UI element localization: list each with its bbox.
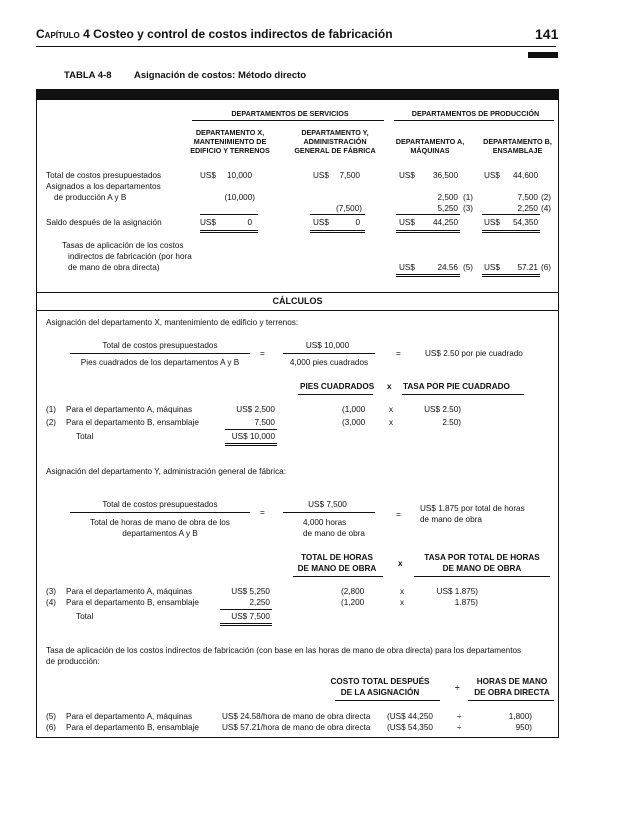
x-row-2-ref: (2) [46, 418, 57, 427]
rates-a-ref: (5) [463, 263, 474, 272]
y-row-3-qty: (2,800 [341, 587, 365, 596]
rates-cur-a: US$ [399, 263, 415, 272]
chapter-label: Capítulo 4 [36, 27, 90, 41]
row-balance-label: Saldo después de la asignación [46, 218, 162, 227]
y-row-4-x: x [400, 598, 405, 607]
row-budgeted-a: 36,500 [432, 171, 458, 180]
y-eq2: = [396, 510, 401, 519]
col-header-y [285, 128, 385, 155]
y-total-dbl [220, 623, 272, 626]
x-num-label: Total de costos presupuestados [102, 341, 218, 350]
rate-col1-header-1: COSTO TOTAL DESPUÉS [330, 677, 430, 686]
x-row-1-label: Para el departamento A, máquinas [66, 405, 193, 414]
header-rule [36, 46, 556, 47]
x-total-amount: US$ 10,000 [231, 432, 275, 441]
y-row-3-label: Para el departamento A, máquinas [66, 587, 193, 596]
y-row-3-ref: (3) [46, 587, 57, 596]
x-row-2-label: Para el departamento B, ensamblaje [66, 418, 199, 427]
rule-x-sub [200, 214, 258, 215]
row-balance-cur-y: US$ [313, 218, 329, 227]
x-total-rule [225, 429, 277, 430]
x-result: US$ 2.50 por pie cuadrado [425, 349, 523, 358]
x-row-2-amount: 7,500 [254, 418, 275, 427]
rate-row-6-label: Para el departamento B, ensamblaje [66, 723, 199, 732]
y-result-1: US$ 1.875 por total de horas [420, 504, 525, 513]
row-balance-b: 54,350 [512, 218, 538, 227]
x-row-1-amount: US$ 2,500 [236, 405, 275, 414]
row-budgeted-y: 7,500 [339, 171, 360, 180]
table-left-border [36, 100, 37, 738]
assign-y-a-ref: (3) [463, 204, 474, 213]
x-row-2-qty: (3,000 [342, 418, 366, 427]
rate-intro-2: de producción: [46, 657, 100, 666]
header-mark [528, 52, 558, 58]
x-eq2: = [396, 349, 401, 358]
x-den-label: Pies cuadrados de los departamentos A y B [80, 358, 240, 367]
x-frac-rule [70, 353, 250, 354]
rates-b-ref: (6) [541, 263, 552, 272]
rates-label-3: de mano de obra directa) [68, 263, 160, 272]
x-total-label: Total [76, 432, 94, 441]
table-label: TABLA 4-8 [64, 70, 112, 81]
row-balance-cur-x: US$ [200, 218, 216, 227]
row-budgeted-cur-a: US$ [399, 171, 415, 180]
x-row-1-rate: US$ 2.50) [424, 405, 461, 414]
rate-col2-rule [468, 700, 554, 701]
x-x-header: x [387, 382, 392, 391]
rate-row-5-rate: US$ 24.58/hora de mano de obra directa [222, 712, 371, 721]
group-services-rule [192, 120, 384, 121]
y-num-value: US$ 7,500 [308, 500, 347, 509]
row-balance-a: 44,250 [432, 218, 458, 227]
dbl-b [482, 230, 540, 233]
col-y-line1: DEPARTAMENTO Y, [301, 128, 369, 137]
table-title: Asignación de costos: Método directo [134, 70, 307, 81]
row-balance-cur-a: US$ [399, 218, 415, 227]
group-production-rule [394, 120, 554, 121]
col-b-line2: ENSAMBLAJE [492, 146, 543, 155]
x-row-1-ref: (1) [46, 405, 57, 414]
table-right-border [558, 100, 559, 738]
x-row-2-rate: 2.50) [442, 418, 461, 427]
y-eq: = [260, 508, 265, 517]
row-budgeted-cur-x: US$ [200, 171, 216, 180]
col-header-a [385, 137, 475, 155]
y-result-2: de mano de obra [420, 515, 482, 524]
y-col2-header-2: DE MANO DE OBRA [442, 564, 522, 573]
chapter-heading [36, 27, 393, 41]
rate-intro-1: Tasa de aplicación de los costos indirectos de fabricación (con base en las horas de mano de obra directa) para los departamentos [46, 646, 522, 655]
rate-col1-header-2: DE LA ASIGNACIÓN [340, 688, 420, 697]
col-a-line1: DEPARTAMENTO A, [395, 137, 465, 146]
y-total-rule [220, 609, 272, 610]
y-value-rule [283, 512, 375, 513]
y-total-amount: US$ 7,500 [231, 612, 270, 621]
group-services: DEPARTAMENTOS DE SERVICIOS [231, 109, 349, 118]
table-top-bar [36, 89, 559, 100]
rate-row-6-ref: (6) [46, 723, 57, 732]
dbl-y [310, 230, 365, 233]
row-assigned-label-1: Asignados a los departamentos [46, 182, 161, 191]
assign-x-x: (10,000) [224, 193, 255, 202]
assign-x-b-ref: (2) [541, 193, 552, 202]
rule-a-sub [396, 214, 460, 215]
y-row-3-rate: US$ 1.875) [436, 587, 478, 596]
rates-label-1: Tasas de aplicación de los costos [62, 241, 184, 250]
x-row-2-x: x [389, 418, 394, 427]
y-row-4-qty: (1,200 [341, 598, 365, 607]
x-num-value: US$ 10,000 [305, 341, 350, 350]
page-number: 141 [535, 26, 559, 42]
x-row-1-qty: (1,000 [342, 405, 366, 414]
col-y-line2: ADMINISTRACIÓN [303, 137, 367, 146]
rate-row-6-rate: US$ 57.21/hora de mano de obra directa [222, 723, 371, 732]
y-col1-rule [293, 576, 383, 577]
col-x-line2: MANTENIMIENTO DE [193, 137, 267, 146]
x-col2-header: TASA POR PIE CUADRADO [403, 382, 510, 391]
group-production: DEPARTAMENTOS DE PRODUCCIÓN [411, 109, 540, 118]
x-value-rule [283, 353, 375, 354]
y-row-4-amount: 2,250 [249, 598, 270, 607]
x-intro: Asignación del departamento X, mantenimiento de edificio y terrenos: [46, 318, 299, 327]
calc-title-rule [36, 310, 559, 311]
col-x-line1: DEPARTAMENTO X, [195, 128, 265, 137]
y-col2-rule [414, 576, 550, 577]
rates-b: 57.21 [517, 263, 538, 272]
col-a-line2: MÁQUINAS [410, 146, 450, 155]
rule-y-sub [310, 214, 365, 215]
x-total-dbl [225, 443, 277, 446]
rate-col2-header-1: HORAS DE MANO [476, 677, 548, 686]
col-y-line3: GENERAL DE FÁBRICA [294, 146, 376, 155]
calc-top-rule [36, 292, 559, 293]
chapter-title: Costeo y control de costos indirectos de fabricación [93, 27, 393, 41]
y-den-value-2: de mano de obra [303, 529, 365, 538]
assign-y-b-ref: (4) [541, 204, 552, 213]
col-header-x [180, 128, 280, 155]
y-num-label: Total de costos presupuestados [102, 500, 218, 509]
col-x-line3: EDIFICIO Y TERRENOS [190, 146, 270, 155]
rate-row-6-hours: 950) [515, 723, 532, 732]
y-row-4-rate: 1.875) [454, 598, 478, 607]
x-eq: = [260, 349, 265, 358]
dbl-rate-a [396, 274, 460, 277]
y-den-label-1: Total de horas de mano de obra de los [90, 518, 230, 527]
row-balance-y: 0 [355, 218, 360, 227]
y-row-4-label: Para el departamento B, ensamblaje [66, 598, 199, 607]
x-col1-header: PIES CUADRADOS [300, 382, 375, 391]
calc-title: CÁLCULOS [272, 296, 323, 306]
rate-row-6-op: ÷ [457, 723, 462, 732]
y-den-label-2: departamentos A y B [122, 529, 198, 538]
assign-x-b: 7,500 [517, 193, 538, 202]
y-col1-header-1: TOTAL DE HORAS [301, 553, 373, 562]
row-balance-x: 0 [247, 218, 252, 227]
row-budgeted-cur-b: US$ [484, 171, 500, 180]
x-col2-rule [402, 394, 524, 395]
y-frac-rule [70, 512, 250, 513]
col-header-b [475, 137, 560, 155]
rule-b-sub [482, 214, 540, 215]
y-x-header: x [398, 559, 403, 568]
dbl-rate-b [482, 274, 540, 277]
row-assigned-label-2: de producción A y B [54, 193, 127, 202]
rate-row-6-cost: (US$ 54,350 [387, 723, 433, 732]
rates-a: 24.56 [437, 263, 458, 272]
rate-row-5-label: Para el departamento A, máquinas [66, 712, 193, 721]
rate-row-5-hours: 1,800) [508, 712, 532, 721]
assign-y-b: 2,250 [517, 204, 538, 213]
y-row-4-ref: (4) [46, 598, 57, 607]
assign-x-a: 2,500 [437, 193, 458, 202]
x-row-1-x: x [389, 405, 394, 414]
assign-y-a: 5,250 [437, 204, 458, 213]
rate-row-5-cost: (US$ 44,250 [387, 712, 433, 721]
row-budgeted-x: 10,000 [226, 171, 252, 180]
rate-col2-header-2: DE OBRA DIRECTA [474, 688, 550, 697]
y-den-value-1: 4,000 horas [303, 518, 347, 527]
assign-y-y: (7,500) [336, 204, 362, 213]
row-budgeted-b: 44,600 [512, 171, 538, 180]
rates-label-2: indirectos de fabricación (por hora [68, 252, 192, 261]
y-total-label: Total [76, 612, 94, 621]
row-balance-cur-b: US$ [484, 218, 500, 227]
rates-cur-b: US$ [484, 263, 500, 272]
row-budgeted-cur-y: US$ [313, 171, 329, 180]
rate-row-5-op: ÷ [457, 712, 462, 721]
rate-row-5-ref: (5) [46, 712, 57, 721]
rate-op-header: ÷ [455, 683, 460, 692]
dbl-x [200, 230, 258, 233]
y-col1-header-2: DE MANO DE OBRA [297, 564, 377, 573]
table-bottom-border [36, 737, 559, 738]
rate-col1-rule [335, 700, 440, 701]
y-intro: Asignación del departamento Y, administración general de fábrica: [46, 467, 287, 476]
y-row-3-x: x [400, 587, 405, 596]
col-b-line1: DEPARTAMENTO B, [483, 137, 552, 146]
row-budgeted-label: Total de costos presupuestados [46, 171, 162, 180]
x-col1-rule [298, 394, 373, 395]
assign-x-a-ref: (1) [463, 193, 474, 202]
x-den-value: 4,000 pies cuadrados [289, 358, 369, 367]
y-row-3-amount: US$ 5,250 [231, 587, 270, 596]
dbl-a [396, 230, 460, 233]
y-col2-header-1: TASA POR TOTAL DE HORAS [424, 553, 540, 562]
